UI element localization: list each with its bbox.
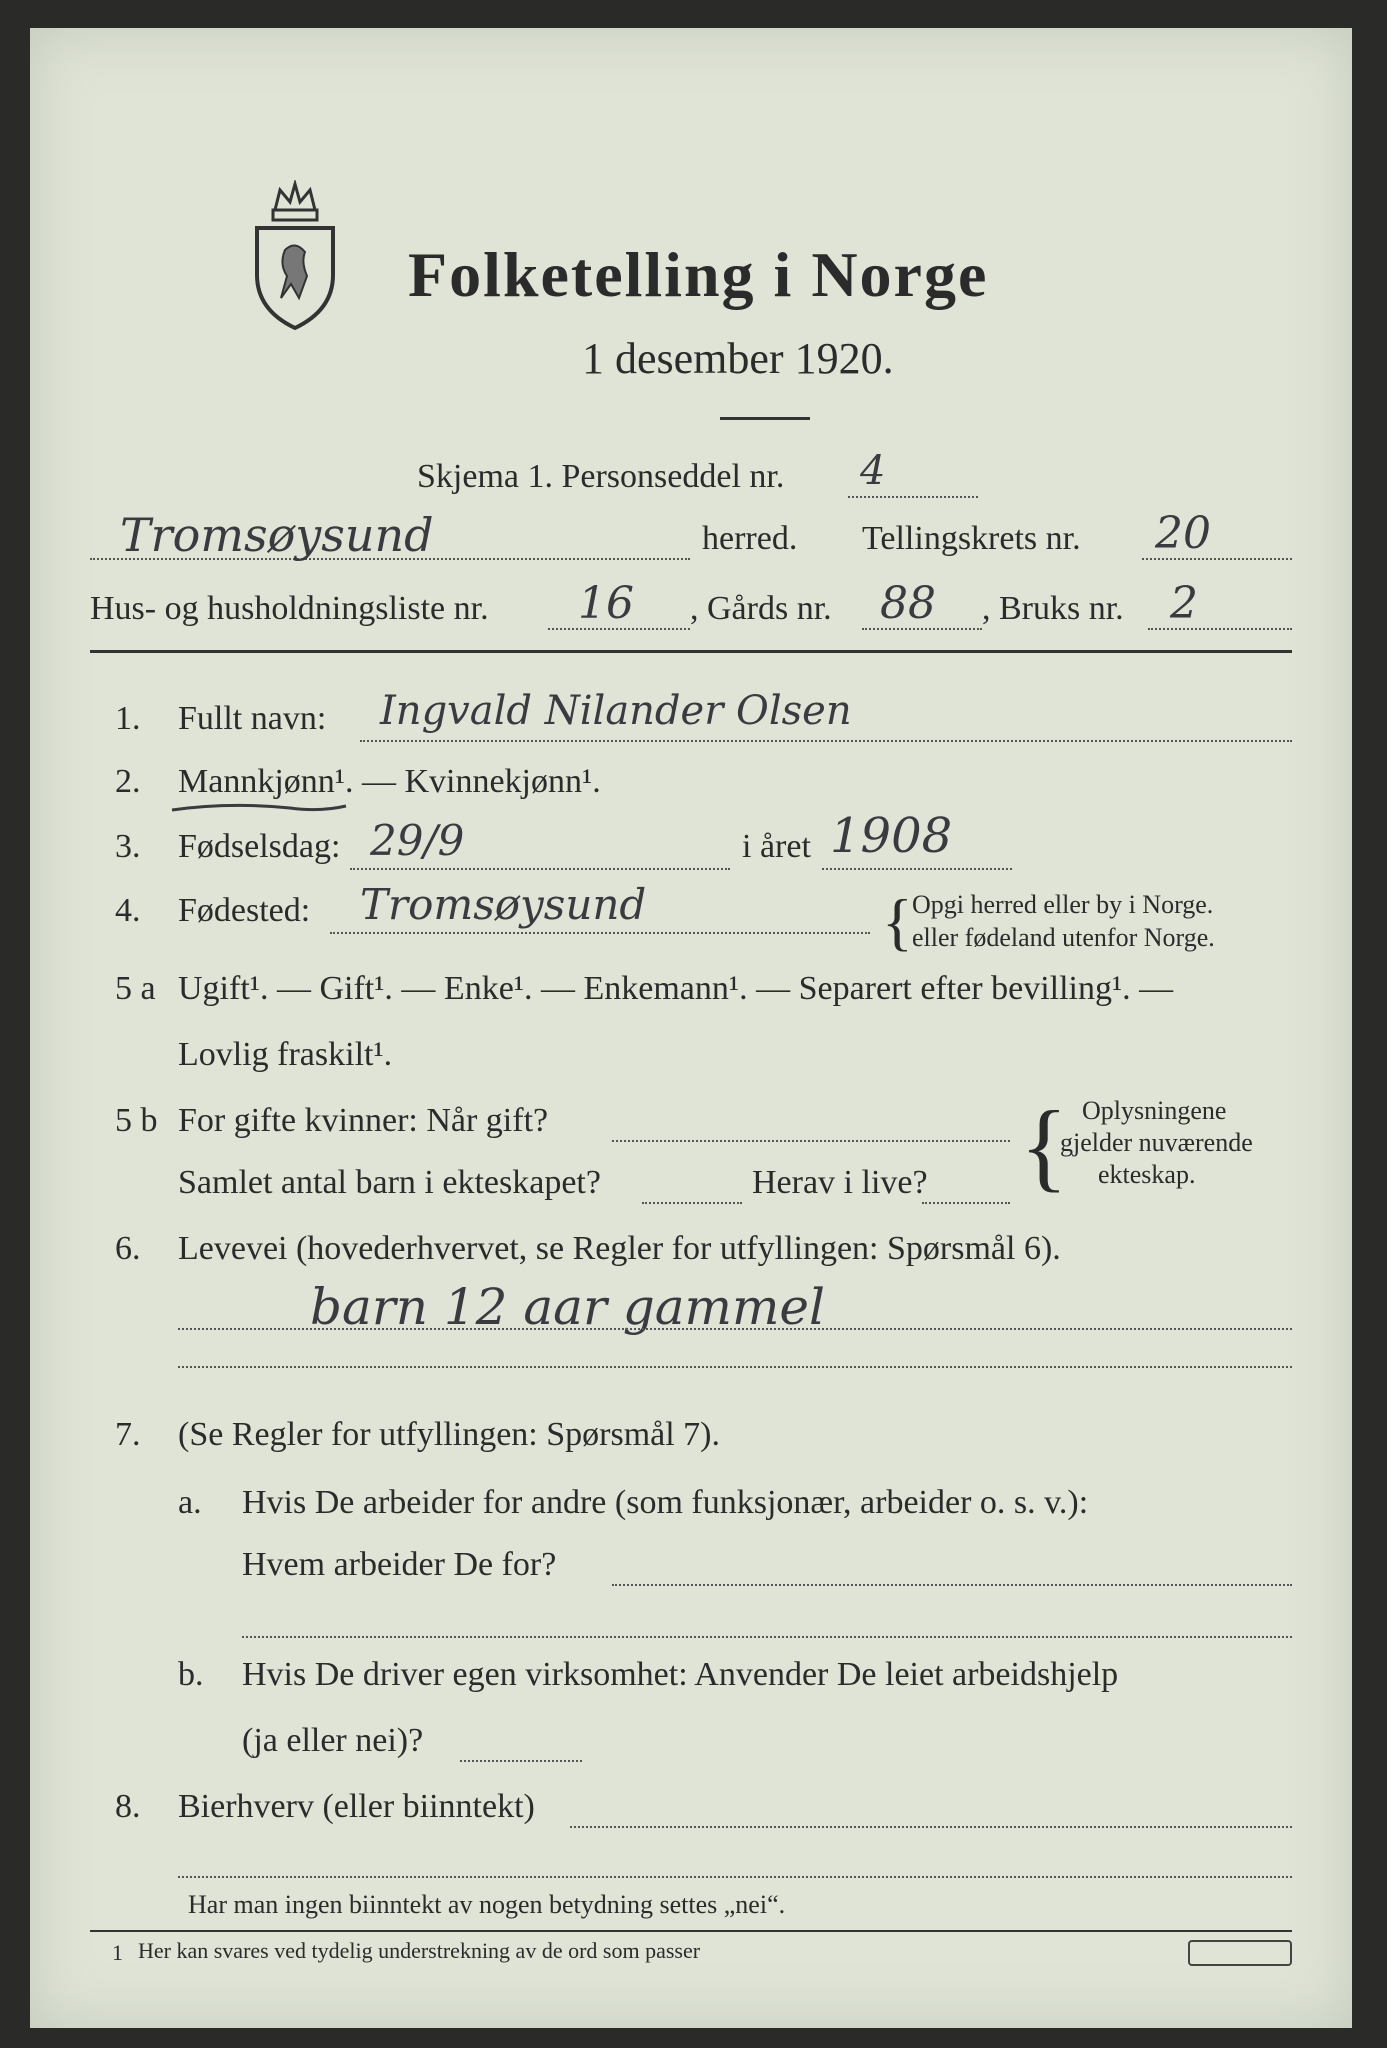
q5b-number: 5 b [115,1102,158,1139]
q7a-dotted-line-1 [612,1584,1292,1586]
q6-number: 6. [115,1230,141,1267]
q8-number: 8. [115,1788,141,1825]
schema-label: Skjema 1. Personseddel nr. [417,458,785,495]
q5a-line1: Ugift¹. — Gift¹. — Enke¹. — Enkemann¹. — Separert efter bevilling¹. — [178,970,1174,1007]
gards-label: , Gårds nr. [690,590,832,627]
q5b-married-dotted-line [612,1140,1010,1142]
q7a-number: a. [178,1484,202,1521]
birth-year-dotted-line [822,868,1012,870]
q4-note-line2: eller fødeland utenfor Norge. [912,923,1215,952]
q3-number: 3. [115,828,141,865]
q6-dotted-line-2 [178,1366,1292,1368]
q8-note: Har man ingen biinntekt av nogen betydning settes „nei“. [188,1890,786,1919]
q5a-line2: Lovlig fraskilt¹. [178,1036,393,1073]
birthdate-value: 29/9 [370,816,465,865]
q5b-line2a: Samlet antal barn i ekteskapet? [178,1164,601,1201]
q7b-number: b. [178,1656,204,1693]
q5b-note-line2: gjelder nuværende [1060,1128,1253,1157]
q1-number: 1. [115,700,141,737]
census-form [30,28,1352,2028]
occupation-value: barn 12 aar gammel [310,1278,825,1336]
q5b-line2b: Herav i live? [752,1164,928,1201]
printer-stamp [1188,1940,1292,1966]
tellingskrets-value: 20 [1155,508,1211,559]
q4-note-line1: Opgi herred eller by i Norge. [912,890,1214,919]
q8-label: Bierhverv (eller biinntekt) [178,1788,535,1825]
full-name-value: Ingvald Nilander Olsen [380,688,852,734]
q7b-dotted-line [460,1760,582,1762]
q4-dotted-line [330,932,870,934]
q7-label: (Se Regler for utfyllingen: Spørsmål 7). [178,1416,721,1453]
husholdningsliste-value: 16 [578,578,634,629]
q6-label: Levevei (hovederhvervet, se Regler for utfyllingen: Spørsmål 6). [178,1230,1061,1267]
q2-label: Mannkjønn¹. — Kvinnekjønn¹. [178,763,601,800]
tellingskrets-label: Tellingskrets nr. [862,520,1081,557]
q3-dotted-line [350,868,730,870]
coat-of-arms-icon [245,180,345,330]
q1-label: Fullt navn: [178,700,327,737]
q7b-line2: (ja eller nei)? [242,1722,424,1759]
q7-number: 7. [115,1416,141,1453]
husholdningsliste-label: Hus- og husholdningsliste nr. [90,590,489,627]
birth-year-value: 1908 [830,808,953,864]
q7a-line1: Hvis De arbeider for andre (som funksjonær, arbeider o. s. v.): [242,1484,1089,1521]
gards-value: 88 [880,578,936,629]
q5b-note-line1: Oplysningene [1082,1096,1227,1125]
q3-label: Fødselsdag: [178,828,341,865]
q4-brace: { [882,886,913,957]
q5b-children-dotted-line [642,1202,742,1204]
q6-dotted-line-1 [178,1328,1292,1330]
q7a-dotted-line-2 [242,1636,1292,1638]
q5b-brace: { [1020,1090,1068,1201]
schema-dotted-line [848,496,978,498]
footnote-divider [90,1930,1292,1932]
q5b-line1: For gifte kvinner: Når gift? [178,1102,549,1139]
birthplace-value: Tromsøysund [360,880,647,929]
q7a-line2: Hvem arbeider De for? [242,1546,557,1583]
q1-dotted-line [360,740,1292,742]
q7b-line1: Hvis De driver egen virksomhet: Anvender De leiet arbeidshjelp [242,1656,1119,1693]
personseddel-number: 4 [860,448,886,494]
q5a-number: 5 a [115,970,156,1007]
q4-number: 4. [115,892,141,929]
gender-underline-mark [170,798,350,818]
q8-dotted-line-2 [178,1876,1292,1878]
header-divider [90,650,1292,653]
bruks-value: 2 [1170,578,1198,629]
birth-year-label: i året [742,828,811,865]
q5b-note-line3: ekteskap. [1098,1160,1196,1189]
census-date: 1 desember 1920. [582,334,894,383]
bruks-label: , Bruks nr. [982,590,1124,627]
q4-label: Fødested: [178,892,311,929]
q5b-alive-dotted-line [922,1202,1010,1204]
q2-number: 2. [115,763,141,800]
form-title: Folketelling i Norge [408,239,989,310]
footnote-text: Her kan svares ved tydelig understrekning av de ord som passer [138,1938,701,1963]
q8-dotted-line-1 [570,1826,1292,1828]
herred-label: herred. [702,520,798,557]
footnote-mark: 1 [112,1940,123,1965]
herred-value: Tromsøysund [120,508,434,562]
title-divider [720,417,810,420]
